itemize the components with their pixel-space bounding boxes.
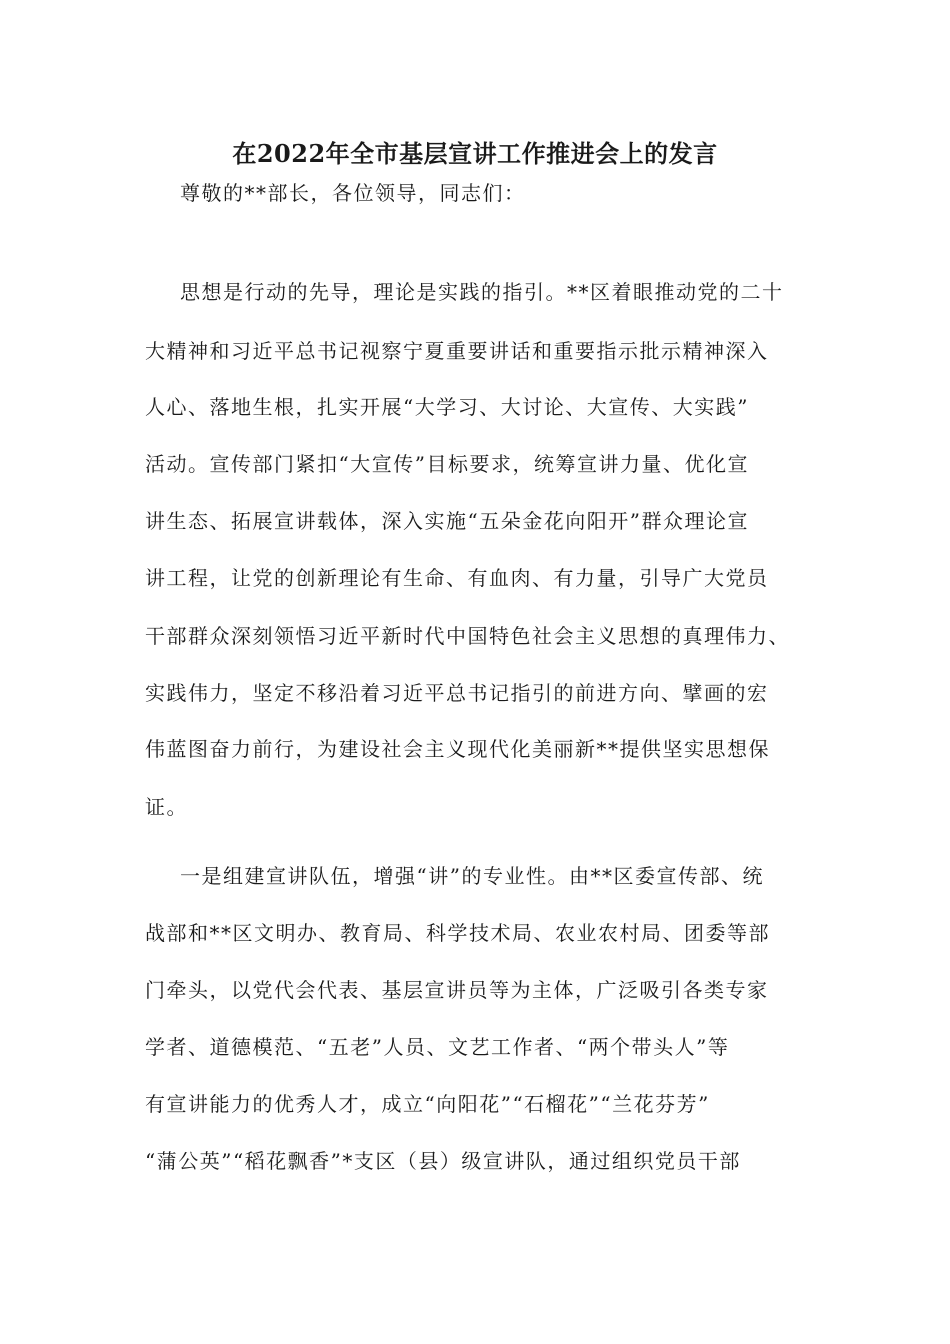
- paragraph-line: 讲生态、拓展宣讲载体，深入实施“五朵金花向阳开”群众理论宣: [145, 509, 749, 533]
- paragraph-line: “蒲公英”“稻花飘香”*支区（县）级宣讲队，通过组织党员干部: [145, 1149, 741, 1173]
- paragraph-line: 活动。宣传部门紧扣“大宣传”目标要求，统筹宣讲力量、优化宣: [145, 452, 749, 476]
- paragraph-line: 讲工程，让党的创新理论有生命、有血肉、有力量，引导广大党员: [145, 566, 769, 590]
- paragraph-line: 实践伟力，坚定不移沿着习近平总书记指引的前进方向、擘画的宏: [145, 681, 769, 705]
- paragraph-line: 有宣讲能力的优秀人才，成立“向阳花”“石榴花”“兰花芬芳”: [145, 1092, 710, 1116]
- paragraph-line: 伟蓝图奋力前行，为建设社会主义现代化美丽新**提供坚实思想保: [145, 737, 770, 761]
- paragraph-line: 门牵头，以党代会代表、基层宣讲员等为主体，广泛吸引各类专家: [145, 978, 769, 1002]
- paragraph-line: 思想是行动的先导，理论是实践的指引。**区着眼推动党的二十: [180, 280, 784, 304]
- salutation: 尊敬的**部长，各位领导，同志们：: [180, 181, 526, 205]
- paragraph-line: 大精神和习近平总书记视察宁夏重要讲话和重要指示批示精神深入: [145, 339, 769, 363]
- paragraph-line: 人心、落地生根，扎实开展“大学习、大讨论、大宣传、大实践”: [145, 395, 749, 419]
- document-title: 在2022年全市基层宣讲工作推进会上的发言: [232, 139, 718, 168]
- paragraph-line: 干部群众深刻领悟习近平新时代中国特色社会主义思想的真理伟力、: [145, 624, 790, 648]
- paragraph-line: 一是组建宣讲队伍，增强“讲”的专业性。由**区委宣传部、统: [180, 864, 764, 888]
- paragraph-line: 战部和**区文明办、教育局、科学技术局、农业农村局、团委等部: [145, 921, 770, 945]
- paragraph-line: 学者、道德模范、“五老”人员、文艺工作者、“两个带头人”等: [145, 1035, 730, 1059]
- paragraph-line: 证。: [145, 795, 188, 819]
